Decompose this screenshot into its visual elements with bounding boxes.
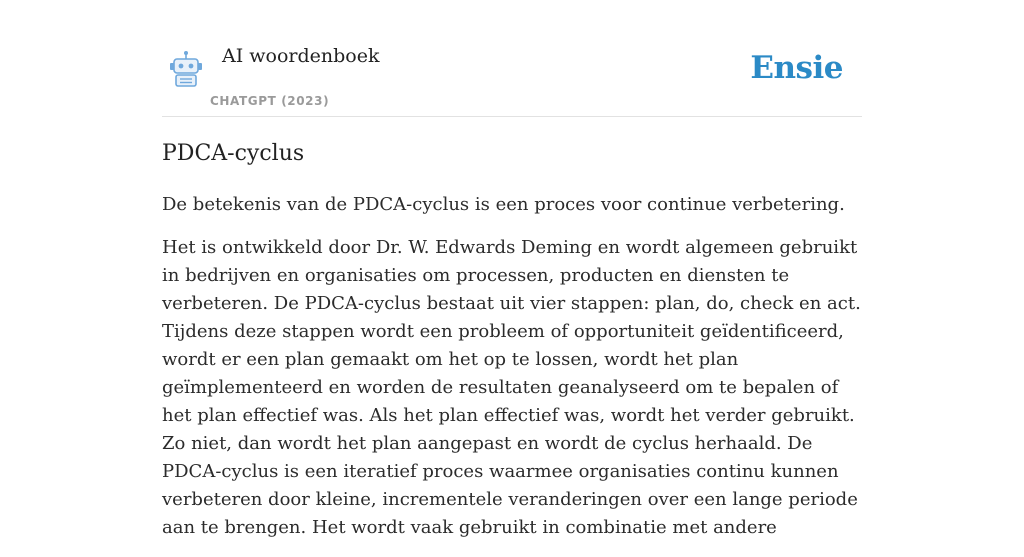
- dictionary-name[interactable]: AI woordenboek: [222, 45, 380, 67]
- article-title: PDCA-cyclus: [162, 141, 305, 166]
- dictionary-source: CHATGPT (2023): [210, 94, 330, 108]
- ensie-logo[interactable]: Ensie: [750, 50, 843, 86]
- page-header: [162, 0, 862, 117]
- article-body: Het is ontwikkeld door Dr. W. Edwards Deming en wordt algemeen gebruikt in bedrijven en organisaties om processen, producten en diensten te verbeteren. De PDCA-cyclus bestaat uit vier stappen: plan, do, check en act. Tijdens deze stappen wordt een probleem of opportuniteit geïdentificeerd, wordt er een plan gemaakt om het op te lossen, wordt het plan geïmplementeerd en worden de resultaten geanalyseerd om te bepalen of het plan effectief was. Als het plan effectief was, wordt het verder gebruikt. Zo niet, dan wordt het plan aangepast en wordt de cyclus herhaald. De PDCA-cyclus is een iteratief proces waarmee organisaties continu kunnen verbeteren door kleine, incrementele veranderingen over een lange periode aan te brengen. Het wordt vaak gebruikt in combinatie met andere: [162, 237, 861, 538]
- robot-icon: [166, 50, 206, 90]
- article-intro: De betekenis van de PDCA-cyclus is een proces voor continue verbetering.: [162, 194, 845, 215]
- article: [162, 137, 862, 557]
